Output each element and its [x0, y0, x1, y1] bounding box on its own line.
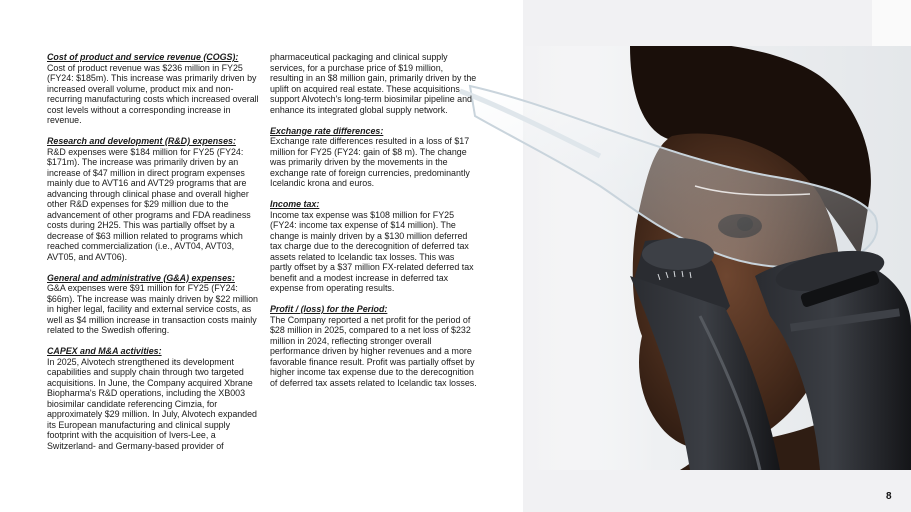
- cogs-body: Cost of product revenue was $236 million in FY25 (FY24: $185m). This increase was primarily driven by increased overall volume, product mix and non-recurring manufacturing costs which increased overall cost levels without a corresponding increase in revenue.: [47, 62, 259, 125]
- capex-heading: CAPEX and M&A activities:: [47, 346, 162, 356]
- left-text-column: [47, 52, 259, 462]
- profit-loss-heading: Profit / (loss) for the Period:: [270, 304, 388, 314]
- rnd-body: R&D expenses were $184 million for FY25 (FY24: $171m). The increase was primarily driven by an increase of $47 million in direct program expenses mainly due to AVT16 and AVT29 programs that are advancing through clinical phase and overall higher other R&D expenses for $29 million due to the advancement of other programs and FDA readiness costs during 2H25. This was partially offset by a decrease of $63 million related to programs which reached commercialization (i.e., AVT04, AVT03, AVT05, and AVT06).: [47, 146, 251, 262]
- rnd-heading: Research and development (R&D) expenses:: [47, 136, 236, 146]
- gna-section: [47, 273, 259, 336]
- capex-continuation: [270, 52, 478, 115]
- fx-section: [270, 126, 478, 189]
- capex-continuation-body: pharmaceutical packaging and clinical supply services, for a purchase price of $19 million, resulting in an $8 million gain, primarily driven by the uplift on acquired real estate. These acquisitions support Alvotech's long-term biosimilar pipeline and enhance its integrated global supply network.: [270, 52, 477, 115]
- page-number: 8: [886, 491, 892, 502]
- fx-body: Exchange rate differences resulted in a loss of $17 million for FY25 (FY24: gain of $8 m). The change was primarily driven by the movements in the exchange rate of foreign currencies, predominantly Icelandic krona and euros.: [270, 136, 470, 188]
- photo-corner: [872, 0, 911, 46]
- middle-text-column: [270, 52, 478, 399]
- gna-body: G&A expenses were $91 million for FY25 (FY24: $66m). The increase was mainly driven by $22 million in higher legal, facility and external service costs, as well as $4 million increase in transaction costs mainly related to the Swedish offering.: [47, 283, 258, 335]
- rnd-section: [47, 136, 259, 262]
- gna-heading: General and administrative (G&A) expenses:: [47, 272, 235, 283]
- fx-heading: Exchange rate differences:: [270, 125, 384, 136]
- capex-body: In 2025, Alvotech strengthened its development capabilities and supply chain through two targeted acquisitions. In June, the Company acquired Xbrane Biopharma's R&D operations, including the XB003 biosimilar candidate referencing Cimzia, for approximately $29 million. In July, Alvotech expanded its European manufacturing and clinical supply footprint with the acquisition of Ivers-Lee, a Switzerland- and Germany-based provider of: [47, 356, 257, 451]
- cogs-section: [47, 52, 259, 126]
- photo-bottom-strip: [523, 470, 911, 512]
- capex-section: [47, 346, 259, 451]
- income-tax-heading: Income tax:: [270, 199, 320, 209]
- cogs-heading: Cost of product and service revenue (COGS):: [47, 52, 239, 62]
- income-tax-body: Income tax expense was $108 million for FY25 (FY24: income tax expense of $14 million). The change is mainly driven by a $130 million deferred tax charge due to the derecognition of deferred tax assets related to Icelandic tax losses. This was partly offset by a $37 million FX-related deferred tax benefit and a modest increase in deferred tax expense from operating results.: [270, 209, 474, 293]
- profit-loss-body: The Company reported a net profit for the period of $28 million in 2025, compared to a net loss of $232 million in 2024, reflecting stronger overall performance driven by higher revenues and a more favorable finance result. Profit was partially offset by higher income tax expense due to the derecognition of deferred tax assets related to Icelandic tax losses.: [270, 314, 477, 388]
- income-tax-section: [270, 199, 478, 294]
- profit-loss-section: [270, 304, 478, 388]
